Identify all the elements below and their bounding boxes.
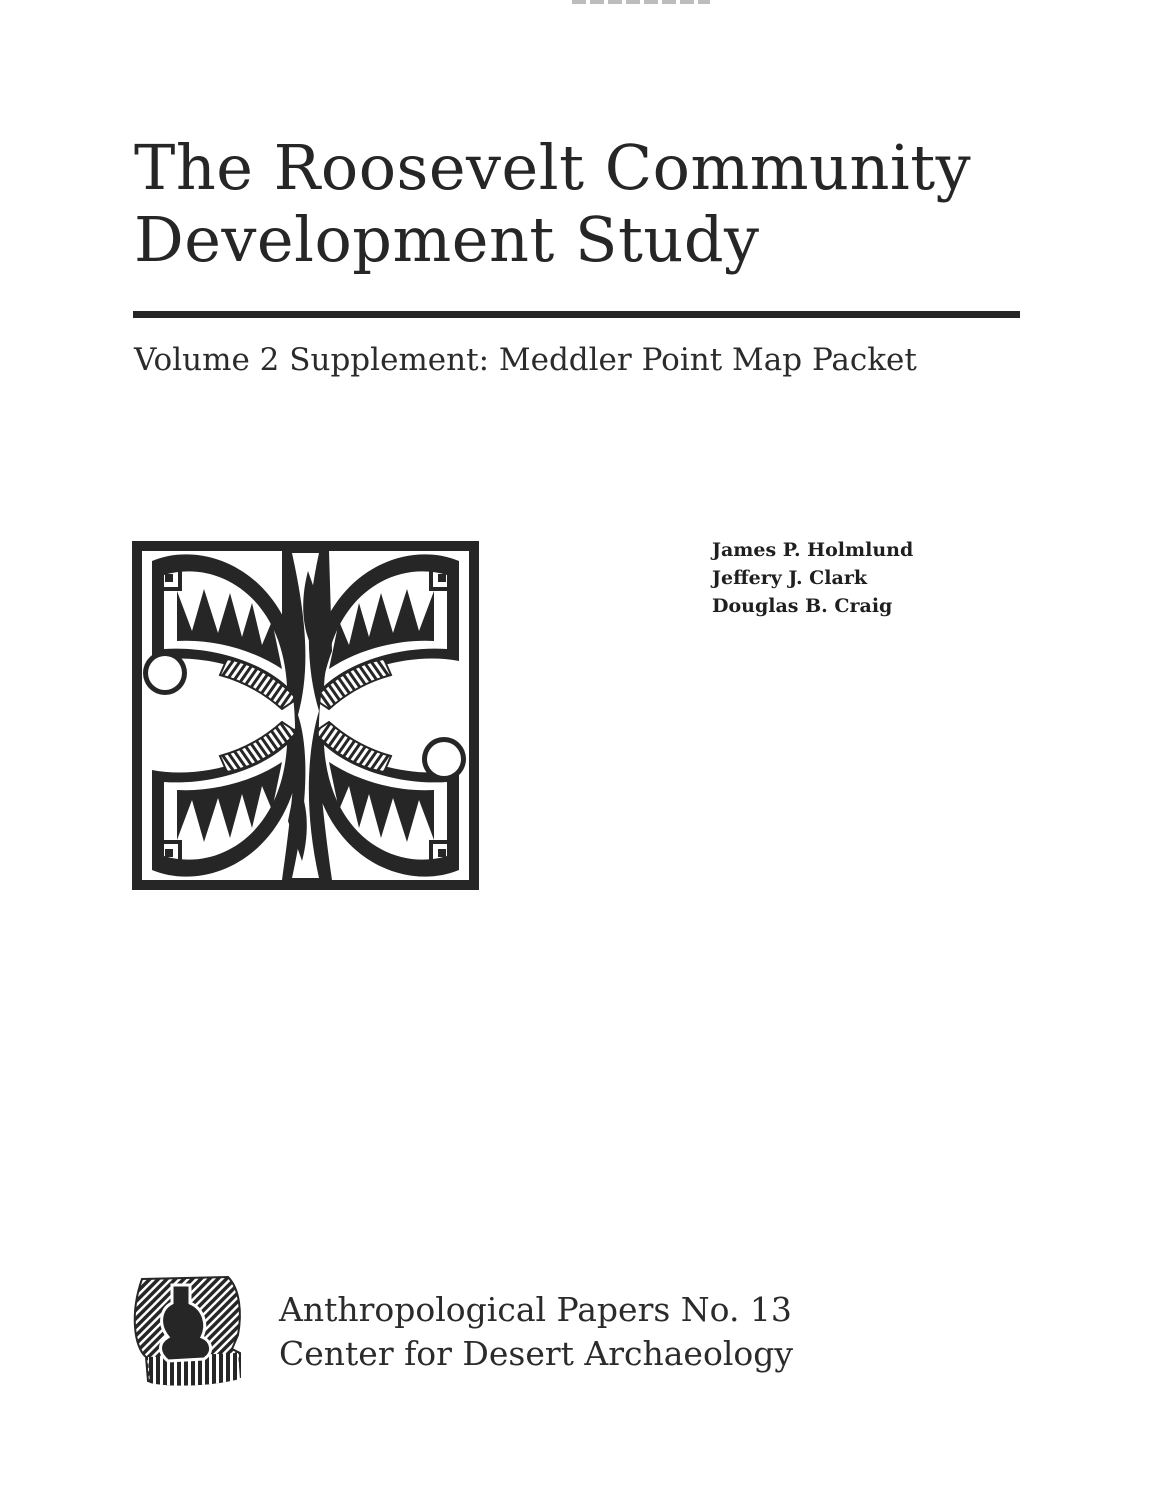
publisher-block — [279, 1288, 793, 1376]
volume-subtitle: Volume 2 Supplement: Meddler Point Map Packet — [134, 342, 917, 378]
series-name: Anthropological Papers No. 13 — [279, 1290, 792, 1329]
title-line-1: The Roosevelt Community — [134, 131, 972, 204]
title-divider — [133, 311, 1020, 318]
page-title — [134, 132, 971, 276]
author-name: Jeffery J. Clark — [712, 567, 867, 589]
scan-artifact — [572, 0, 710, 4]
title-line-2: Development Study — [134, 203, 760, 276]
cover-emblem-icon — [132, 541, 479, 890]
author-name: James P. Holmlund — [712, 539, 914, 561]
pottery-vessel-logo-icon — [128, 1273, 244, 1389]
author-name: Douglas B. Craig — [712, 595, 893, 617]
author-list — [712, 536, 913, 620]
publisher-name: Center for Desert Archaeology — [279, 1334, 794, 1373]
